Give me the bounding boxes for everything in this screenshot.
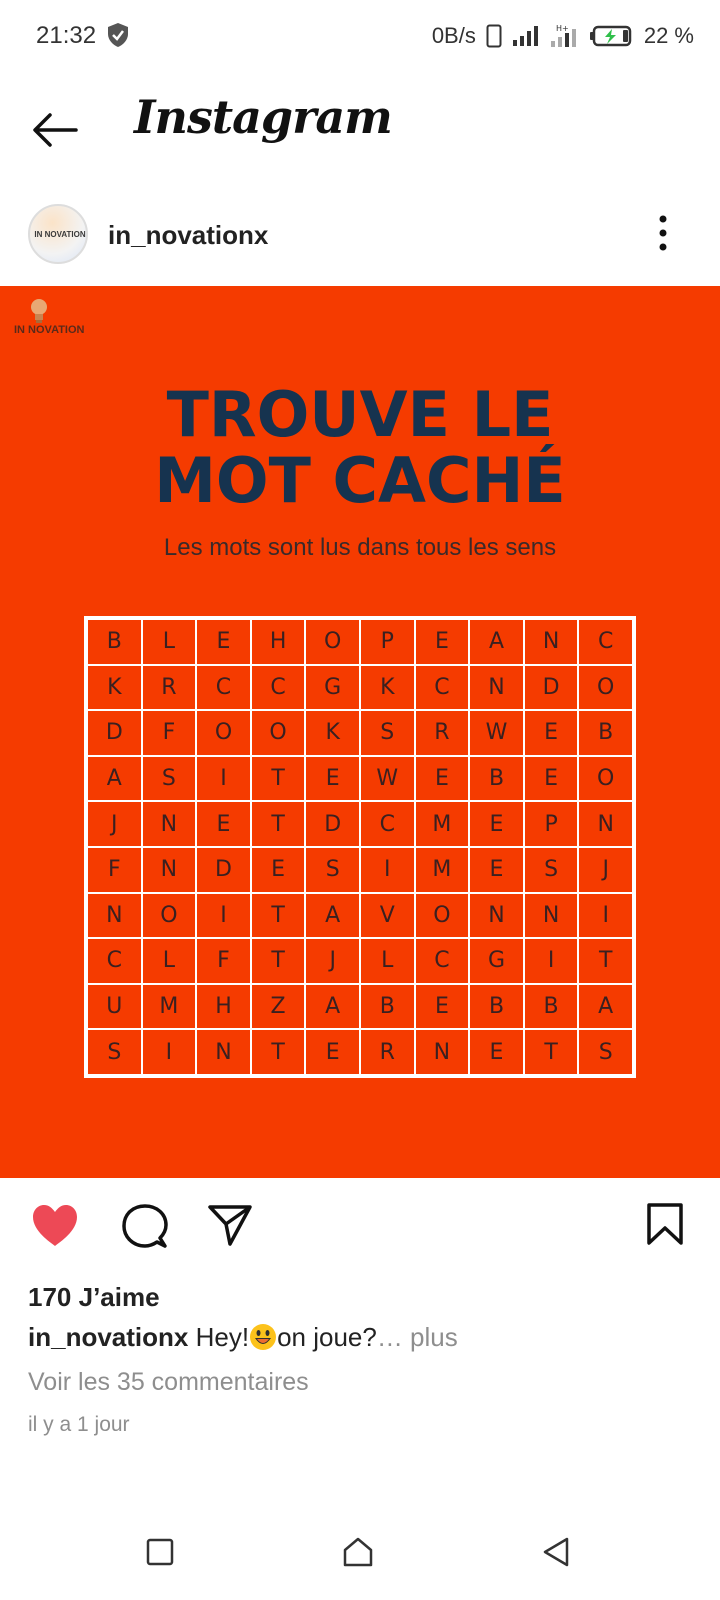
grid-cell: J [578,847,633,893]
image-logo-text: IN NOVATION [14,324,85,336]
word-search-grid [84,616,636,1078]
puzzle-subtitle: Les mots sont lus dans tous les sens [163,534,557,561]
grid-cell: B [469,756,524,802]
post-image[interactable] [0,286,720,1178]
grid-cell: C [251,665,306,711]
grid-cell: E [305,1029,360,1075]
grid-cell: N [415,1029,470,1075]
bookmark-icon[interactable] [646,1202,684,1246]
grid-cell: S [578,1029,633,1075]
grid-cell: N [524,619,579,665]
puzzle-title [0,378,720,517]
grid-cell: E [469,847,524,893]
grid-cell: E [251,847,306,893]
grid-cell: S [305,847,360,893]
view-comments-link[interactable]: Voir les 35 commentaires [28,1368,309,1396]
grid-cell: E [415,984,470,1030]
grid-cell: T [524,1029,579,1075]
grid-cell: E [469,1029,524,1075]
caption-text-start: Hey! [195,1322,250,1352]
grid-cell: E [415,619,470,665]
grid-cell: D [196,847,251,893]
grid-cell: I [142,1029,197,1075]
post-actions [0,1196,720,1256]
likes-count[interactable]: 170 J’aime [28,1282,160,1312]
status-indicators [432,22,694,50]
grid-cell: I [196,893,251,939]
grid-cell: T [251,801,306,847]
grid-cell: I [524,938,579,984]
grid-cell: C [196,665,251,711]
grid-cell: O [578,665,633,711]
grid-cell: E [196,619,251,665]
nav-back-icon[interactable] [542,1536,570,1568]
grid-cell: O [251,710,306,756]
grid-cell: A [469,619,524,665]
grid-cell: T [578,938,633,984]
grid-cell: F [196,938,251,984]
shield-icon [106,22,130,48]
grid-cell: I [578,893,633,939]
grid-cell: O [415,893,470,939]
avatar-logo-text: IN NOVATION [34,230,86,239]
caption-more-link[interactable]: … plus [376,1322,458,1352]
grid-cell: N [469,893,524,939]
grid-cell: B [360,984,415,1030]
grid-cell: F [142,710,197,756]
grid-cell: K [87,665,142,711]
grid-cell: M [415,801,470,847]
post-caption [28,1322,458,1353]
battery-percentage: 22 % [643,23,694,48]
grid-cell: O [305,619,360,665]
app-header [0,80,720,180]
grid-cell: T [251,938,306,984]
comment-icon[interactable] [120,1202,168,1250]
grinning-face-icon [249,1323,277,1351]
grid-cell: G [469,938,524,984]
grid-cell: W [469,710,524,756]
avatar[interactable] [28,204,88,264]
grid-cell: I [360,847,415,893]
status-bar [0,0,720,72]
grid-cell: L [360,938,415,984]
grid-cell: H [196,984,251,1030]
grid-cell: S [360,710,415,756]
signal-h-icon [550,23,580,49]
status-time: 21:32 [36,22,97,49]
more-options-icon[interactable] [656,214,670,252]
battery-charging-icon [590,24,634,48]
home-icon[interactable] [342,1536,374,1568]
network-speed: 0B/s [431,23,476,48]
grid-cell: E [524,756,579,802]
heart-filled-icon[interactable] [30,1202,80,1248]
grid-cell: N [578,801,633,847]
grid-cell: K [305,710,360,756]
grid-cell: E [415,756,470,802]
grid-cell: E [196,801,251,847]
grid-cell: N [524,893,579,939]
grid-cell: T [251,1029,306,1075]
grid-cell: J [305,938,360,984]
grid-cell: N [87,893,142,939]
grid-cell: C [360,801,415,847]
caption-username[interactable]: in_novationx [28,1322,189,1352]
grid-cell: D [87,710,142,756]
grid-cell: C [87,938,142,984]
grid-cell: N [196,1029,251,1075]
recent-apps-icon[interactable] [146,1538,174,1566]
grid-cell: T [251,756,306,802]
svg-text:H+: H+ [555,24,569,33]
grid-cell: E [305,756,360,802]
grid-cell: A [305,984,360,1030]
grid-cell: R [142,665,197,711]
grid-cell: N [469,665,524,711]
grid-cell: S [524,847,579,893]
grid-cell: B [87,619,142,665]
grid-cell: O [578,756,633,802]
grid-cell: H [251,619,306,665]
grid-cell: Z [251,984,306,1030]
grid-cell: M [142,984,197,1030]
grid-cell: D [524,665,579,711]
puzzle-title-line2: MOT CACHÉ [154,444,566,517]
grid-cell: M [415,847,470,893]
back-arrow-icon[interactable] [30,110,80,150]
app-title: Instagram [134,90,392,144]
grid-cell: R [360,1029,415,1075]
grid-cell: L [142,938,197,984]
grid-cell: B [469,984,524,1030]
grid-cell: T [251,893,306,939]
grid-cell: K [360,665,415,711]
grid-cell: R [415,710,470,756]
grid-cell: B [578,710,633,756]
grid-cell: P [524,801,579,847]
grid-cell: N [142,847,197,893]
grid-cell: W [360,756,415,802]
grid-cell: F [87,847,142,893]
grid-cell: P [360,619,415,665]
grid-cell: C [415,938,470,984]
caption-text-end: on joue? [277,1322,377,1352]
post-username[interactable]: in_novationx [108,220,269,250]
grid-cell: I [196,756,251,802]
grid-cell: C [415,665,470,711]
grid-cell: J [87,801,142,847]
grid-cell: A [578,984,633,1030]
grid-cell: O [142,893,197,939]
grid-cell: C [578,619,633,665]
grid-cell: B [524,984,579,1030]
grid-cell: D [305,801,360,847]
grid-cell: E [524,710,579,756]
image-logo [14,298,134,348]
grid-cell: S [142,756,197,802]
puzzle-title-line1: TROUVE LE [166,378,554,451]
grid-cell: L [142,619,197,665]
grid-cell: A [87,756,142,802]
post-timestamp: il y a 1 jour [28,1413,130,1436]
share-icon[interactable] [206,1202,254,1248]
signal-icon [512,24,540,48]
grid-cell: E [469,801,524,847]
grid-cell: V [360,893,415,939]
sim-icon [486,24,502,48]
grid-cell: N [142,801,197,847]
lightbulb-icon [28,298,50,324]
grid-cell: S [87,1029,142,1075]
system-nav-bar [0,1520,720,1600]
grid-cell: U [87,984,142,1030]
grid-cell: A [305,893,360,939]
post-header [0,196,720,276]
grid-cell: O [196,710,251,756]
grid-cell: G [305,665,360,711]
